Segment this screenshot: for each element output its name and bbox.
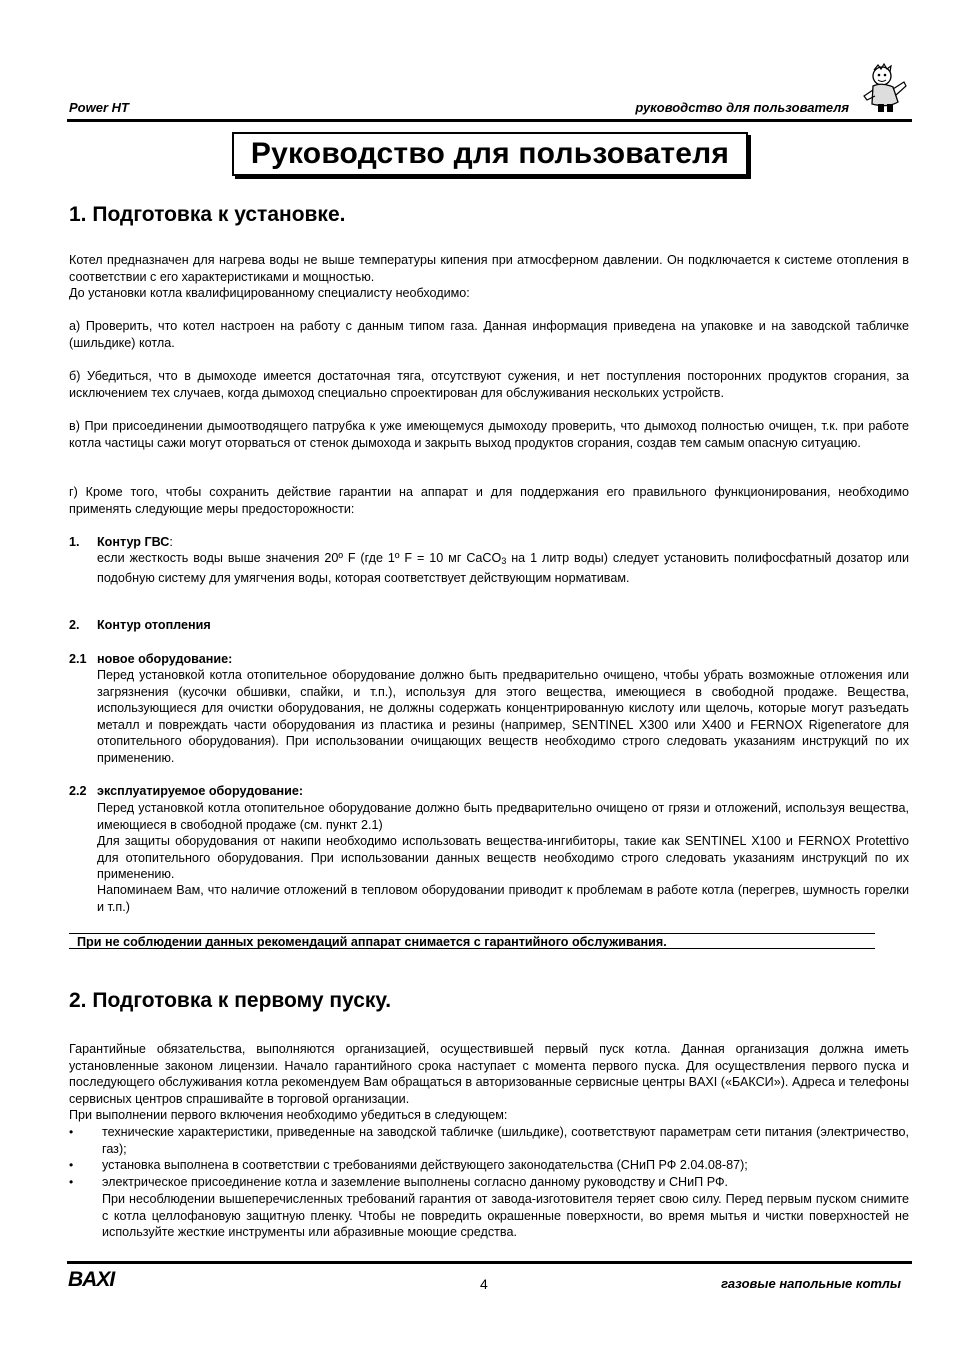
section1-intro: Котел предназначен для нагрева воды не выше температуры кипения при атмосферном давлении. Он подключается к системе отопления в соответствии с его характеристиками и мощностью.	[69, 253, 909, 284]
section2-heading: 2. Подготовка к первому пуску.	[69, 989, 392, 1012]
header-rule	[67, 119, 912, 122]
section2-intro2: При выполнении первого включения необходимо убедиться в следующем:	[69, 1108, 508, 1122]
item2-number: 2.	[69, 618, 80, 632]
bullet-icon: •	[69, 1175, 74, 1189]
bullet-item: технические характеристики, приведенные на заводской табличке (шильдике), соответствуют параметрам сети питания (электричество, газ);	[102, 1125, 909, 1156]
item22-text1: Перед установкой котла отопительное оборудование должно быть предварительно очищено от грязи и отложений, используя вещества, имеющиеся в свободной продаже (см. пункт 2.1)	[97, 801, 909, 832]
page-title: Руководство для пользователя	[250, 137, 730, 170]
bullet-item: электрическое присоединение котла и заземление выполнены согласно данному руководству и СНиП РФ.	[102, 1175, 729, 1189]
footer-rule	[67, 1261, 912, 1264]
section1-intro2: До установки котла квалифицированному специалисту необходимо:	[69, 286, 470, 300]
item22-text3: Напоминаем Вам, что наличие отложений в тепловом оборудовании приводит к проблемам в работе котла (перегрев, шумность горелки и т.п.)	[97, 883, 909, 914]
bullet-icon: •	[69, 1158, 74, 1172]
item22-title: эксплуатируемое оборудование:	[97, 784, 304, 798]
item22-text2: Для защиты оборудования от накипи необходимо использовать вещества-ингибиторы, такие как SENTINEL X100 и FERNOX Protettivo для отопительного оборудования. При использовании данных веществ необходимо строго следовать указаниям инструкций по их применению.	[97, 834, 909, 881]
bullet-icon: •	[69, 1125, 74, 1139]
item21-text: Перед установкой котла отопительное оборудование должно быть предварительно очищено, чтобы убрать возможные отложения или загрязнения (кусочки обшивки, спайки, и т.п.), используя для этого вещества, имеющиеся в свободной продаже. Вещества, использующиеся для очистки оборудования, не должны содержать концентрированную кислоту или щелочь, которые могут разъедать металл и повреждать части оборудования из пластика и резины (например, SENTINEL X300 или X400 и FERNOX Rigeneratore для отопительного оборудования). При использовании очищающих веществ необходимо строго следовать указаниям инструкций по их применению.	[97, 668, 909, 765]
page-number: 4	[480, 1276, 488, 1292]
item1-title: Контур ГВС	[97, 535, 170, 549]
section2-intro: Гарантийные обязательства, выполняются организацией, осуществившей первый пуск котла. Данная организация должна иметь установленные законом лицензии. Начало гарантийного срока наступает с момента первого пуска. Для осуществления первого пуска и последующего обслуживания котла рекомендуем Вам обращаться в авторизованные сервисные центры BAXI («БАКСИ»). Адреса и телефоны сервисных центров спрашивайте в торговой организации.	[69, 1042, 909, 1106]
warranty-warning: При не соблюдении данных рекомендаций аппарат снимается с гарантийного обслуживания.	[69, 933, 875, 949]
header-doc-type: руководство для пользователя	[635, 100, 849, 115]
step-a: а) Проверить, что котел настроен на работу с данным типом газа. Данная информация приведена на упаковке и на заводской табличке (шильдике) котла.	[69, 319, 909, 350]
item1-text-a: если жесткость воды выше значения 20º F (где 1º F = 10 мг CaCO	[97, 551, 502, 565]
step-b: б) Убедиться, что в дымоходе имеется достаточная тяга, отсутствуют сужения, и нет поступления посторонних продуктов сгорания, за исключением тех случаев, когда дымоход специально спроектирован для обслуживания нескольких устройств.	[69, 369, 909, 400]
item22-number: 2.2	[69, 784, 87, 798]
section1-heading: 1. Подготовка к установке.	[69, 203, 346, 226]
item1-subscript: 3	[501, 556, 507, 566]
item21-title: новое оборудование:	[97, 652, 233, 666]
page-title-box	[232, 132, 748, 176]
item1-text	[97, 550, 909, 586]
item1-colon: :	[169, 535, 173, 549]
item1-text-b: на 1 литр воды) следует установить полифосфатный дозатор или подобную систему для умягчения воды, которая соответствует действующим нормативам.	[97, 551, 910, 585]
footer-category: газовые напольные котлы	[721, 1276, 901, 1291]
mascot-icon	[860, 62, 908, 114]
item21-number: 2.1	[69, 652, 87, 666]
item1-title-line	[97, 534, 909, 551]
step-g: г) Кроме того, чтобы сохранить действие гарантии на аппарат и для поддержания его правильного функционирования, необходимо применять следующие меры предосторожности:	[69, 485, 909, 516]
bullet-item: установка выполнена в соответствии с требованиями действующего законодательства (СНиП РФ 2.04.08-87);	[102, 1158, 748, 1172]
item1-number: 1.	[69, 535, 80, 549]
baxi-logo: BAXI	[68, 1268, 115, 1291]
header-model: Power HT	[69, 100, 129, 115]
item2-title: Контур отопления	[97, 618, 211, 632]
section2-closing: При несоблюдении вышеперечисленных требований гарантия от завода-изготовителя теряет свою силу. Перед первым пуском снимите с котла целлофановую защитную пленку. Чтобы не повредить окрашенные поверхности, во время мытья и чистки поверхностей не используйте жесткие инструменты или абразивные моющие средства.	[102, 1192, 909, 1239]
step-v: в) При присоединении дымоотводящего патрубка к уже имеющемуся дымоходу проверить, что дымоход полностью очищен, т.к. при работе котла частицы сажи могут оторваться от стенок дымохода и закрыть выход продуктов сгорания, создав тем самым опасную ситуацию.	[69, 419, 909, 450]
